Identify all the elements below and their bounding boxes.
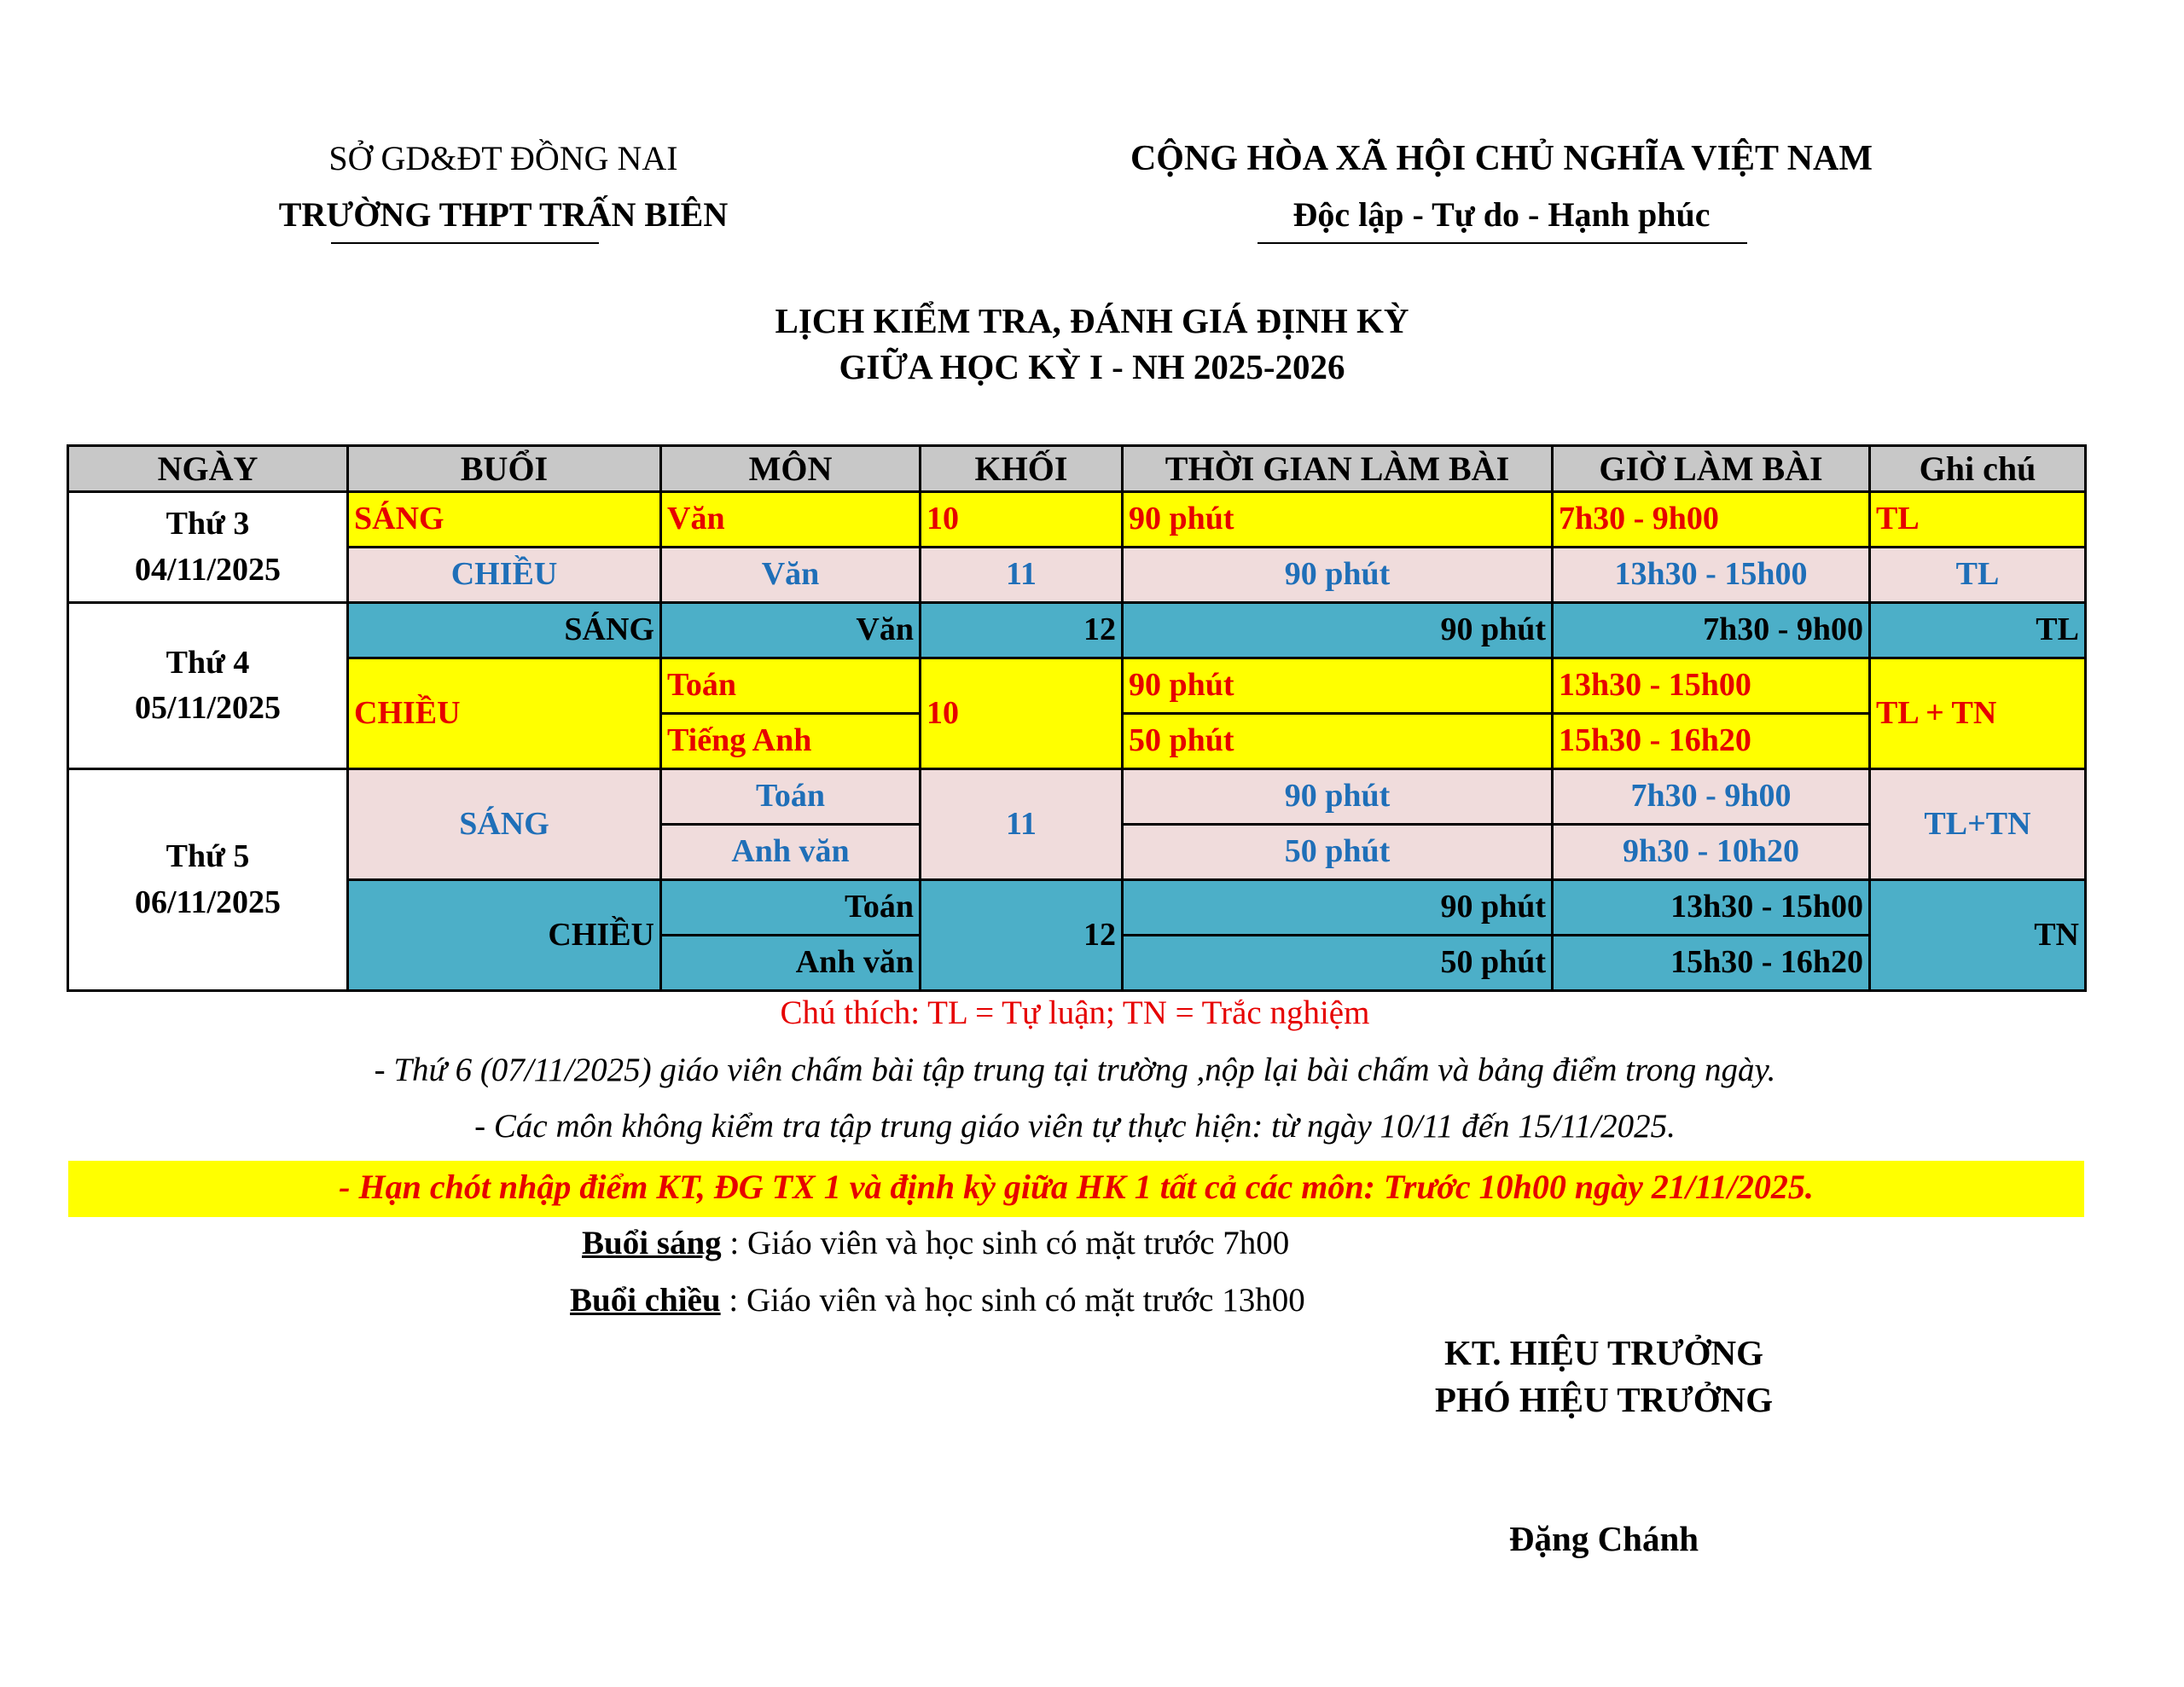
time-cell: 13h30 - 15h00 — [1553, 880, 1870, 936]
col-header-duration: THỜI GIAN LÀM BÀI — [1123, 446, 1553, 492]
morning-arrival-note — [582, 1224, 1289, 1262]
grade-cell: 11 — [921, 769, 1123, 880]
session-cell: CHIỀU — [348, 658, 661, 769]
national-motto: Độc lập - Tự do - Hạnh phúc — [1292, 195, 1711, 234]
day-cell — [68, 492, 348, 603]
day-name: Thứ 5 — [166, 838, 250, 875]
duration-cell: 50 phút — [1123, 936, 1553, 991]
afternoon-arrival-note — [570, 1281, 1305, 1319]
subject-cell: Toán — [661, 880, 921, 936]
day-date: 05/11/2025 — [134, 690, 282, 726]
department-name: SỞ GD&ĐT ĐỒNG NAI — [328, 139, 678, 177]
table-row — [68, 548, 2086, 603]
note-cell: TL + TN — [1870, 658, 2086, 769]
duration-cell: 90 phút — [1123, 880, 1553, 936]
note-cell: TL+TN — [1870, 769, 2086, 880]
session-cell: SÁNG — [348, 492, 661, 548]
table-row — [68, 769, 2086, 825]
grade-cell: 10 — [921, 492, 1123, 548]
time-cell: 9h30 - 10h20 — [1553, 825, 1870, 880]
day-date: 06/11/2025 — [134, 884, 282, 920]
table-row — [68, 658, 2086, 714]
time-cell: 13h30 - 15h00 — [1553, 658, 1870, 714]
col-header-grade: KHỐI — [921, 446, 1123, 492]
note-cell: TL — [1870, 603, 2086, 658]
afternoon-text: : Giáo viên và học sinh có mặt trước 13h00 — [720, 1282, 1305, 1319]
self-test-note: - Các môn không kiểm tra tập trung giáo viên tự thực hiện: từ ngày 10/11 đến 15/11/2025. — [474, 1108, 1676, 1145]
subject-cell: Văn — [661, 603, 921, 658]
document-subtitle: GIỮA HỌC KỲ I - NH 2025-2026 — [839, 347, 1345, 386]
col-header-day: NGÀY — [68, 446, 348, 492]
grade-cell: 10 — [921, 658, 1123, 769]
national-title: CỘNG HÒA XÃ HỘI CHỦ NGHĨA VIỆT NAM — [1130, 139, 1873, 178]
table-row — [68, 880, 2086, 936]
subject-cell: Toán — [661, 769, 921, 825]
grade-cell: 12 — [921, 880, 1123, 991]
subject-cell: Tiếng Anh — [661, 714, 921, 769]
subject-cell: Toán — [661, 658, 921, 714]
subject-cell: Văn — [661, 492, 921, 548]
grading-note: - Thứ 6 (07/11/2025) giáo viên chấm bài tập trung tại trường ,nộp lại bài chấm và bảng điểm trong ngày. — [374, 1052, 1776, 1088]
table-row — [68, 603, 2086, 658]
school-name-underline — [331, 242, 599, 244]
time-cell: 7h30 - 9h00 — [1553, 603, 1870, 658]
grade-cell: 12 — [921, 603, 1123, 658]
duration-cell: 50 phút — [1123, 825, 1553, 880]
duration-cell: 50 phút — [1123, 714, 1553, 769]
signature-position: PHÓ HIỆU TRƯỞNG — [1434, 1380, 1774, 1419]
note-cell: TL — [1870, 492, 2086, 548]
subject-cell: Anh văn — [661, 936, 921, 991]
table-header-row — [68, 446, 2086, 492]
day-cell — [68, 603, 348, 769]
day-name: Thứ 3 — [166, 506, 250, 542]
grade-cell: 11 — [921, 548, 1123, 603]
session-cell: SÁNG — [348, 603, 661, 658]
note-cell: TN — [1870, 880, 2086, 991]
day-name: Thứ 4 — [166, 644, 250, 681]
duration-cell: 90 phút — [1123, 548, 1553, 603]
session-cell: CHIỀU — [348, 548, 661, 603]
document-title: LỊCH KIỂM TRA, ĐÁNH GIÁ ĐỊNH KỲ — [775, 301, 1409, 340]
duration-cell: 90 phút — [1123, 658, 1553, 714]
school-name: TRƯỜNG THPT TRẤN BIÊN — [278, 195, 729, 234]
deadline-note: - Hạn chót nhập điểm KT, ĐG TX 1 và định kỳ giữa HK 1 tất cả các môn: Trước 10h00 ngày 21/11/2025. — [339, 1168, 1814, 1206]
session-cell: SÁNG — [348, 769, 661, 880]
note-cell: TL — [1870, 548, 2086, 603]
signature-title: KT. HIỆU TRƯỞNG — [1444, 1333, 1763, 1372]
time-cell: 15h30 - 16h20 — [1553, 936, 1870, 991]
col-header-session: BUỔI — [348, 446, 661, 492]
session-cell: CHIỀU — [348, 880, 661, 991]
duration-cell: 90 phút — [1123, 769, 1553, 825]
signer-name: Đặng Chánh — [1508, 1519, 1699, 1558]
afternoon-label: Buổi chiều — [570, 1282, 721, 1319]
subject-cell: Văn — [661, 548, 921, 603]
day-date: 04/11/2025 — [134, 551, 282, 588]
time-cell: 15h30 - 16h20 — [1553, 714, 1870, 769]
day-cell — [68, 769, 348, 991]
motto-underline — [1258, 242, 1747, 244]
duration-cell: 90 phút — [1123, 492, 1553, 548]
duration-cell: 90 phút — [1123, 603, 1553, 658]
time-cell: 7h30 - 9h00 — [1553, 492, 1870, 548]
morning-text: : Giáo viên và học sinh có mặt trước 7h00 — [721, 1225, 1290, 1261]
morning-label: Buổi sáng — [582, 1225, 722, 1261]
legend-note: Chú thích: TL = Tự luận; TN = Trắc nghiệm — [780, 994, 1370, 1031]
exam-schedule-table — [67, 444, 2087, 992]
subject-cell: Anh văn — [661, 825, 921, 880]
col-header-subject: MÔN — [661, 446, 921, 492]
col-header-time: GIỜ LÀM BÀI — [1553, 446, 1870, 492]
col-header-note: Ghi chú — [1870, 446, 2086, 492]
table-row — [68, 492, 2086, 548]
time-cell: 13h30 - 15h00 — [1553, 548, 1870, 603]
time-cell: 7h30 - 9h00 — [1553, 769, 1870, 825]
